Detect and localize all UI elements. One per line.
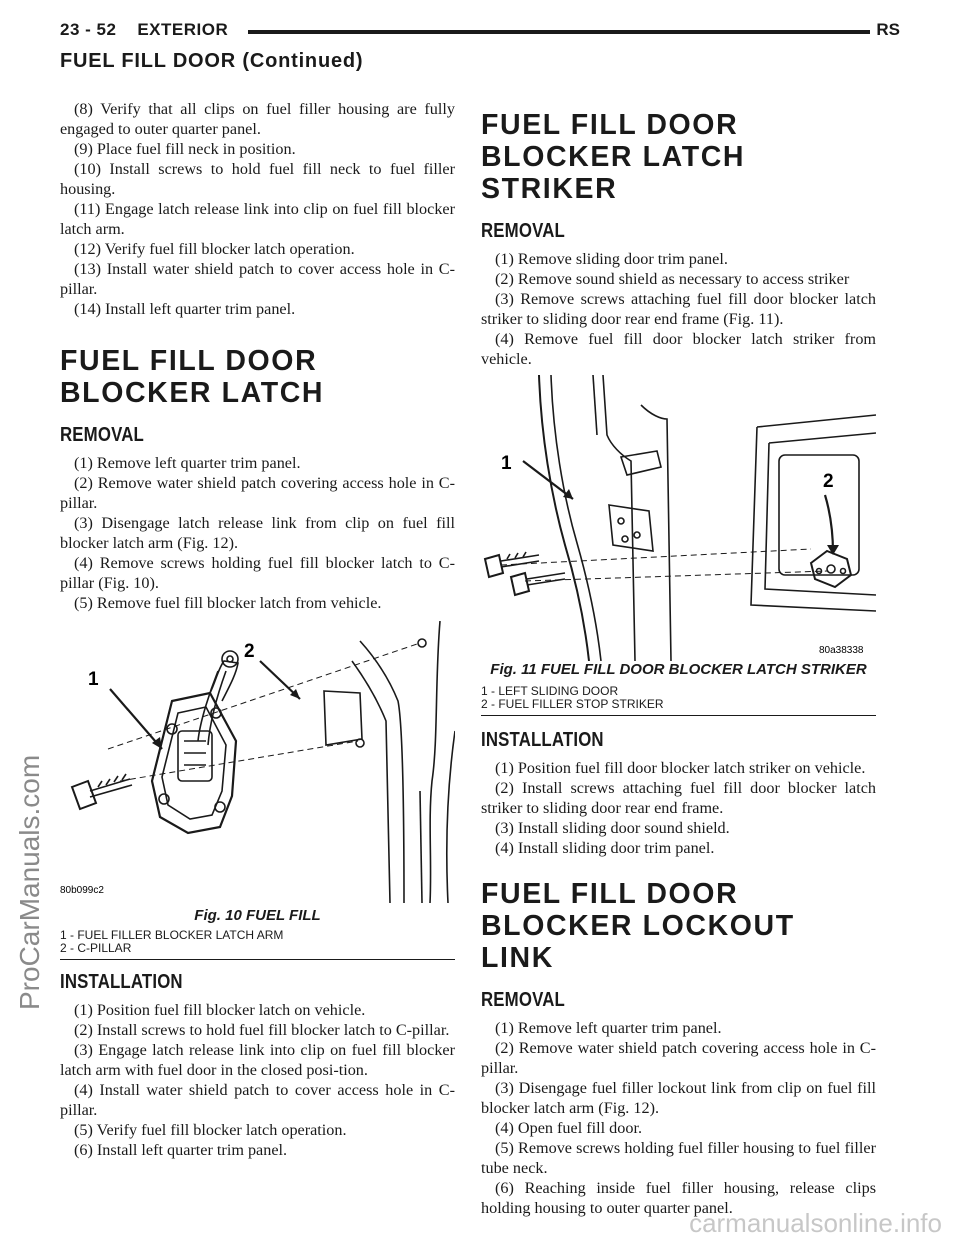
- step: (5) Remove fuel fill blocker latch from vehicle.: [74, 594, 382, 612]
- figure-10: [60, 621, 455, 960]
- callout-2: 2: [823, 471, 834, 492]
- figure-code: 80a38338: [819, 645, 864, 656]
- step: (13) Install water shield patch to cover access hole in C-pillar.: [60, 260, 455, 298]
- step: (6) Install left quarter trim panel.: [74, 1141, 288, 1159]
- step: (10) Install screws to hold fuel fill neck to fuel filler housing.: [60, 160, 455, 198]
- figure-code: 80b099c2: [60, 885, 104, 896]
- latch-illustration: [60, 621, 455, 903]
- figure-11: [481, 375, 876, 716]
- step: (11) Engage latch release link into clip on fuel fill blocker latch arm.: [60, 200, 455, 238]
- step: (6) Reaching inside fuel filler housing, release clips holding housing to outer quarter panel.: [481, 1179, 876, 1217]
- section-title-latch: FUEL FILL DOOR BLOCKER LATCH: [60, 345, 325, 409]
- step: (3) Engage latch release link into clip on fuel fill blocker latch arm with fuel door in the closed posi-tion.: [60, 1041, 455, 1079]
- figure-rule: [481, 715, 876, 716]
- callout-1: 1: [88, 669, 99, 690]
- watermark-bottom: carmanualsonline.info: [689, 1208, 942, 1238]
- step: (3) Remove screws attaching fuel fill door blocker latch striker to sliding door rear end frame (Fig. 11).: [481, 290, 876, 328]
- section-name: EXTERIOR: [137, 20, 229, 39]
- left-column: [60, 99, 455, 1160]
- legend-item: 1 - FUEL FILLER BLOCKER LATCH ARM: [60, 928, 284, 942]
- step: (3) Install sliding door sound shield.: [495, 819, 730, 837]
- step: (12) Verify fuel fill blocker latch operation.: [74, 240, 355, 258]
- continued-heading: FUEL FILL DOOR (Continued): [60, 50, 364, 72]
- step: (5) Verify fuel fill blocker latch operation.: [74, 1121, 347, 1139]
- step: (4) Install water shield patch to cover access hole in C-pillar.: [60, 1081, 455, 1119]
- step: (14) Install left quarter trim panel.: [74, 300, 296, 318]
- legend-item: 2 - C-PILLAR: [60, 941, 132, 955]
- striker-illustration: [481, 375, 876, 661]
- step: (2) Remove sound shield as necessary to access striker: [495, 270, 850, 288]
- step: (2) Install screws to hold fuel fill blocker latch to C-pillar.: [74, 1021, 450, 1039]
- installation-heading: INSTALLATION: [481, 728, 604, 751]
- step: (4) Remove screws holding fuel fill blocker latch to C-pillar (Fig. 10).: [60, 554, 455, 592]
- step: (4) Install sliding door trim panel.: [495, 839, 715, 857]
- step: (1) Remove left quarter trim panel.: [74, 454, 301, 472]
- callout-2: 2: [244, 641, 255, 662]
- removal-heading: REMOVAL: [60, 423, 144, 446]
- figure-rule: [60, 959, 455, 960]
- installation-heading: INSTALLATION: [60, 970, 183, 993]
- step: (3) Disengage latch release link from clip on fuel fill blocker latch arm (Fig. 12).: [60, 514, 455, 552]
- step: (2) Remove water shield patch covering access hole in C-pillar.: [60, 474, 455, 512]
- figure-caption: Fig. 10 FUEL FILL: [194, 907, 321, 924]
- step: (2) Install screws attaching fuel fill door blocker latch striker to sliding door rear end frame.: [481, 779, 876, 817]
- step: (1) Remove left quarter trim panel.: [495, 1019, 722, 1037]
- step: (2) Remove water shield patch covering access hole in C-pillar.: [481, 1039, 876, 1077]
- step: (5) Remove screws holding fuel filler housing to fuel filler tube neck.: [481, 1139, 876, 1177]
- section-title-lockout: FUEL FILL DOOR BLOCKER LOCKOUT LINK: [481, 878, 795, 974]
- step: (4) Open fuel fill door.: [495, 1119, 642, 1137]
- section-title-striker: FUEL FILL DOOR BLOCKER LATCH STRIKER: [481, 109, 746, 205]
- removal-heading: REMOVAL: [481, 988, 565, 1011]
- step: (1) Position fuel fill door blocker latch striker on vehicle.: [495, 759, 866, 777]
- watermark-side: ProCarManuals.com: [14, 754, 45, 1010]
- legend-item: 1 - LEFT SLIDING DOOR: [481, 684, 619, 698]
- step: (1) Position fuel fill blocker latch on vehicle.: [74, 1001, 366, 1019]
- figure-caption: Fig. 11 FUEL FILL DOOR BLOCKER LATCH STRIKER: [490, 661, 867, 678]
- step: (8) Verify that all clips on fuel filler housing are fully engaged to outer quarter panel.: [60, 100, 455, 138]
- header-rule: [248, 30, 870, 34]
- right-column: [481, 99, 876, 1218]
- page-number-section: [60, 20, 228, 40]
- step: (4) Remove fuel fill door blocker latch striker from vehicle.: [481, 330, 876, 368]
- callout-1: 1: [501, 453, 512, 474]
- step: (1) Remove sliding door trim panel.: [495, 250, 728, 268]
- legend-item: 2 - FUEL FILLER STOP STRIKER: [481, 697, 664, 711]
- removal-heading: REMOVAL: [481, 219, 565, 242]
- model-code: RS: [876, 20, 900, 39]
- step: (9) Place fuel fill neck in position.: [74, 140, 296, 158]
- step: (3) Disengage fuel filler lockout link from clip on fuel fill blocker latch arm (Fig. 12).: [481, 1079, 876, 1117]
- page-number: 23 - 52: [60, 20, 117, 39]
